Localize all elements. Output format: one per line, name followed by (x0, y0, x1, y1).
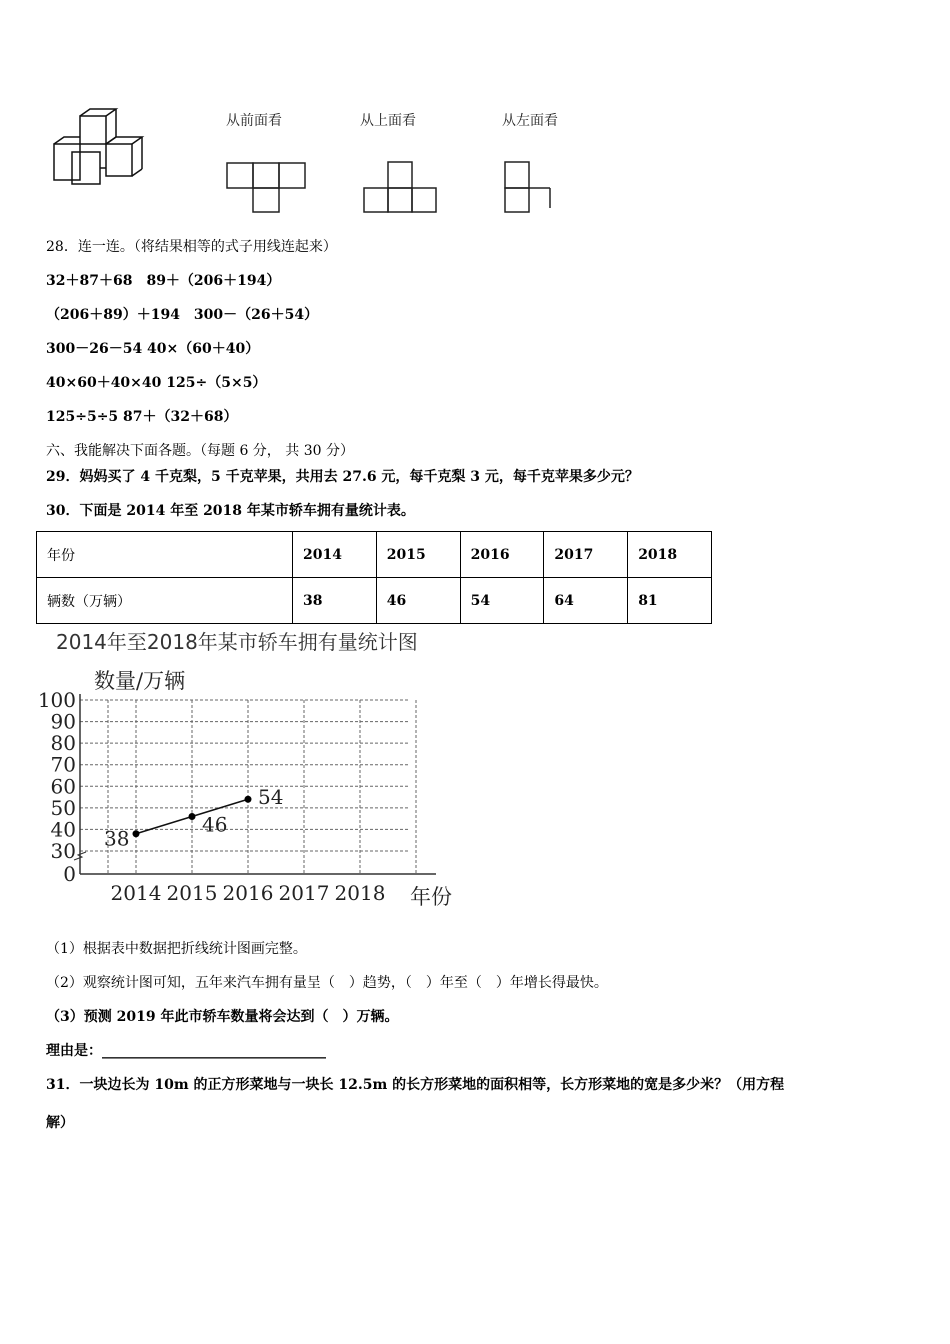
data-label: 54 (258, 785, 284, 810)
y-axis-title: 数量/万辆 (94, 669, 186, 693)
x-tick-label: 2018 (334, 881, 386, 905)
table-cell-value: 54 (460, 578, 544, 624)
y-tick-label: 30 (50, 839, 76, 863)
data-point (133, 830, 140, 837)
table-cell-value: 81 (628, 578, 712, 624)
data-label: 46 (202, 812, 228, 837)
x-tick-label: 2017 (278, 881, 330, 905)
car-stats-table (36, 531, 712, 624)
q30-sub1: （1）根据表中数据把折线统计图画完整。 (46, 941, 307, 957)
cube-stack-figure (48, 108, 158, 188)
q28-row-5: 125÷5÷5 87＋（32＋68） (46, 409, 238, 425)
q28-row-2: （206＋89）＋194 300－（26＋54） (46, 307, 319, 323)
data-point (245, 796, 252, 803)
y-tick-label: 50 (50, 795, 76, 820)
q30-reason (46, 1040, 326, 1060)
y-tick-label: 60 (50, 774, 76, 799)
q31-line1: 31．一块边长为 10m 的正方形菜地与一块长 12.5m 的长方形菜地的面积相等，长方形菜地的宽是多少米？（用方程 (46, 1077, 785, 1093)
table-cell-year: 2018 (628, 532, 712, 578)
q31-line2: 解） (46, 1115, 74, 1131)
y-tick-label: 80 (50, 731, 76, 756)
q28-title: 28．连一连。（将结果相等的式子用线连起来） (46, 239, 337, 255)
table-cell-value: 38 (293, 578, 377, 624)
table-cell-year: 2014 (293, 532, 377, 578)
section6-heading: 六、我能解决下面各题。（每题 6 分， 共 30 分） (46, 443, 354, 459)
chart-title: 2014年至2018年某市轿车拥有量统计图 (56, 630, 418, 654)
x-tick-label: 2015 (166, 881, 218, 905)
front-view-figure (222, 158, 332, 216)
view-label-left: 从左面看 (502, 113, 558, 129)
q28-row-4: 40×60＋40×40 125÷（5×5） (46, 375, 267, 391)
q28-row-1: 32＋87＋68 89＋（206＋194） (46, 273, 281, 289)
reason-blank[interactable]: ________________________________ (102, 1043, 326, 1059)
table-cell-year: 2017 (544, 532, 628, 578)
y-tick-label: 100 (37, 688, 76, 712)
view-label-front: 从前面看 (226, 113, 282, 129)
x-tick-label: 2016 (222, 881, 274, 905)
table-row-values (37, 578, 712, 624)
top-view-figure (360, 158, 450, 216)
q29-text: 29．妈妈买了 4 千克梨，5 千克苹果，共用去 27.6 元，每千克梨 3 元，每千克苹果多少元？ (46, 469, 639, 485)
q30-sub3: （3）预测 2019 年此市轿车数量将会达到（ ）万辆。 (46, 1009, 399, 1025)
q30-sub2: （2）观察统计图可知，五年来汽车拥有量呈（ ）趋势，（ ）年至（ ）年增长得最快。 (46, 975, 608, 991)
table-cell-value: 64 (544, 578, 628, 624)
table-cell-year: 2015 (376, 532, 460, 578)
x-axis-title: 年份 (410, 885, 452, 909)
y-tick-label: 0 (63, 862, 76, 886)
table-row-years (37, 532, 712, 578)
x-tick-label: 2014 (110, 881, 162, 905)
y-tick-label: 70 (50, 752, 76, 777)
table-cell-year: 2016 (460, 532, 544, 578)
left-view-figure (500, 158, 560, 216)
q30-title: 30．下面是 2014 年至 2018 年某市轿车拥有量统计表。 (46, 503, 415, 519)
reason-label: 理由是： (46, 1043, 102, 1059)
y-tick-label: 40 (50, 817, 76, 842)
table-head-year: 年份 (37, 532, 293, 578)
data-point (189, 813, 196, 820)
line-chart (36, 660, 476, 910)
table-cell-value: 46 (376, 578, 460, 624)
table-head-count: 辆数（万辆） (37, 578, 293, 624)
data-label: 38 (104, 826, 130, 851)
q28-row-3: 300－26－54 40×（60＋40） (46, 341, 260, 357)
view-label-top: 从上面看 (360, 113, 416, 129)
y-tick-label: 90 (50, 709, 76, 734)
